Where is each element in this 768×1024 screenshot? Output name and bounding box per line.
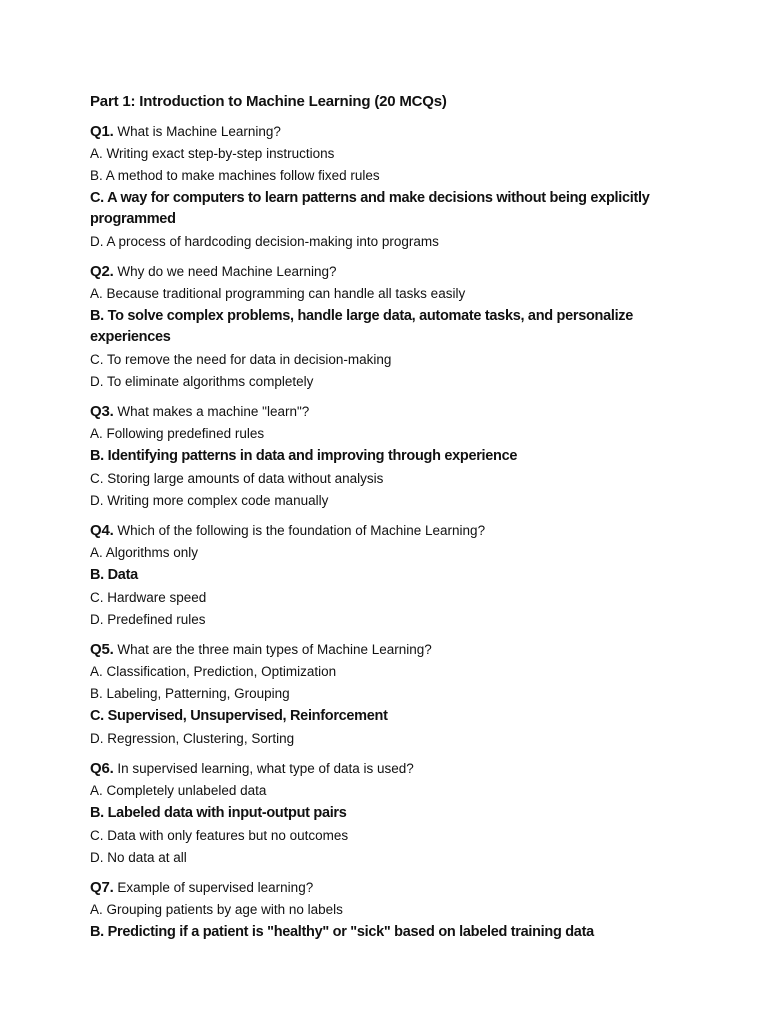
- correct-answer-option: B. Predicting if a patient is "healthy" or "sick" based on labeled training data: [90, 924, 594, 940]
- question-text: What are the three main types of Machine Learning?: [117, 642, 432, 657]
- question-block: [90, 122, 710, 252]
- question-number: Q5.: [90, 641, 114, 658]
- question-block: [90, 640, 710, 749]
- answer-option: B. A method to make machines follow fixed rules: [90, 168, 380, 183]
- question-block: [90, 759, 710, 868]
- answer-option: A. Following predefined rules: [90, 426, 265, 441]
- question-number: Q6.: [90, 760, 114, 777]
- question-text: In supervised learning, what type of data is used?: [117, 761, 414, 776]
- correct-answer-option: B. To solve complex problems, handle large data, automate tasks, and personalize experiences: [90, 308, 634, 345]
- answer-option: B. Labeling, Patterning, Grouping: [90, 686, 290, 701]
- answer-option: D. Predefined rules: [90, 612, 206, 627]
- question-number: Q2.: [90, 263, 114, 280]
- answer-option: C. To remove the need for data in decision-making: [90, 352, 392, 367]
- answer-option: D. No data at all: [90, 850, 187, 865]
- question-block: [90, 878, 710, 943]
- question-number: Q4.: [90, 522, 114, 539]
- question-block: [90, 262, 710, 392]
- answer-option: D. To eliminate algorithms completely: [90, 374, 314, 389]
- correct-answer-option: B. Labeled data with input-output pairs: [90, 805, 347, 821]
- question-list: [90, 122, 710, 943]
- answer-option: C. Hardware speed: [90, 590, 207, 605]
- document-page: [90, 92, 710, 953]
- question-line: [90, 640, 710, 660]
- answer-option: C. Data with only features but no outcomes: [90, 828, 349, 843]
- question-number: Q3.: [90, 403, 114, 420]
- question-line: [90, 759, 710, 779]
- answer-option: D. A process of hardcoding decision-making into programs: [90, 234, 439, 249]
- question-text: Example of supervised learning?: [117, 880, 314, 895]
- answer-option: C. Storing large amounts of data without analysis: [90, 471, 384, 486]
- question-text: What is Machine Learning?: [117, 124, 281, 139]
- question-line: [90, 122, 710, 142]
- answer-option: D. Regression, Clustering, Sorting: [90, 731, 295, 746]
- question-number: Q1.: [90, 123, 114, 140]
- answer-option: A. Algorithms only: [90, 545, 199, 560]
- answer-option: A. Grouping patients by age with no labels: [90, 902, 343, 917]
- answer-option: A. Because traditional programming can handle all tasks easily: [90, 286, 466, 301]
- answer-option: A. Writing exact step-by-step instructions: [90, 146, 335, 161]
- question-block: [90, 402, 710, 511]
- question-line: [90, 402, 710, 422]
- correct-answer-option: B. Identifying patterns in data and improving through experience: [90, 448, 518, 464]
- correct-answer-option: C. A way for computers to learn patterns and make decisions without being explicitly programmed: [90, 190, 650, 227]
- question-line: [90, 521, 710, 541]
- question-line: [90, 262, 710, 282]
- question-text: Why do we need Machine Learning?: [117, 264, 337, 279]
- question-block: [90, 521, 710, 630]
- question-text: What makes a machine "learn"?: [117, 404, 310, 419]
- question-text: Which of the following is the foundation of Machine Learning?: [117, 523, 486, 538]
- answer-option: A. Completely unlabeled data: [90, 783, 267, 798]
- question-line: [90, 878, 710, 898]
- correct-answer-option: C. Supervised, Unsupervised, Reinforcement: [90, 708, 388, 724]
- answer-option: D. Writing more complex code manually: [90, 493, 329, 508]
- part-title: Part 1: Introduction to Machine Learning (20 MCQs): [90, 93, 447, 110]
- answer-option: A. Classification, Prediction, Optimization: [90, 664, 337, 679]
- correct-answer-option: B. Data: [90, 567, 138, 583]
- question-number: Q7.: [90, 879, 114, 896]
